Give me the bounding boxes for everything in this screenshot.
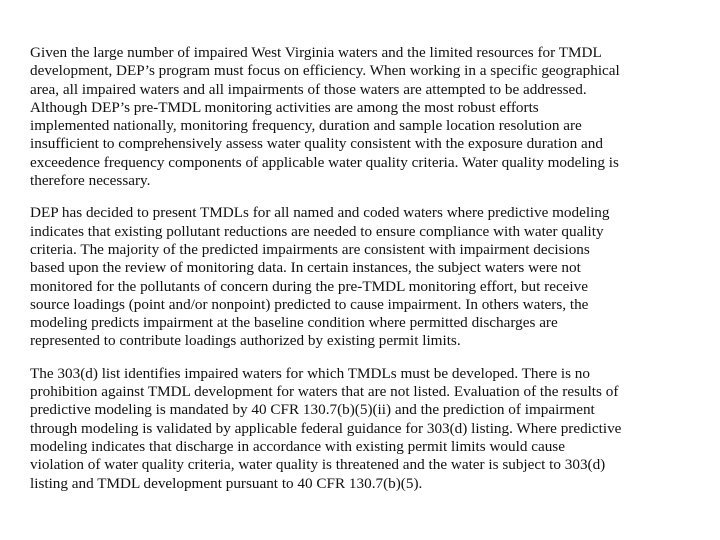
text-line: Although DEP’s pre-TMDL monitoring activities are among the most robust efforts	[30, 98, 539, 116]
paragraph-1	[30, 44, 690, 190]
text-line: based upon the review of monitoring data. In certain instances, the subject waters were not	[30, 259, 581, 277]
text-line: exceedence frequency components of applicable water quality criteria. Water quality modeling is	[30, 153, 619, 171]
text-line: indicates that existing pollutant reductions are needed to ensure compliance with water quality	[30, 222, 604, 240]
text-line: implemented nationally, monitoring frequency, duration and sample location resolution are	[30, 117, 582, 135]
text-line: source loadings (point and/or nonpoint) predicted to cause impairment. In others waters, the	[30, 295, 589, 313]
text-line: The 303(d) list identifies impaired waters for which TMDLs must be developed. There is no	[30, 364, 590, 382]
text-line: represented to contribute loadings authorized by existing permit limits.	[30, 332, 461, 350]
text-line: criteria. The majority of the predicted impairments are consistent with impairment decisions	[30, 240, 590, 258]
text-line: therefore necessary.	[30, 172, 151, 190]
text-line: violation of water quality criteria, water quality is threatened and the water is subject to 303(d)	[30, 456, 606, 474]
text-line: prohibition against TMDL development for waters that are not listed. Evaluation of the results of	[30, 383, 619, 401]
text-line: monitored for the pollutants of concern during the pre-TMDL monitoring effort, but receive	[30, 277, 588, 295]
text-line: predictive modeling is mandated by 40 CFR 130.7(b)(5)(ii) and the prediction of impairment	[30, 401, 595, 419]
text-line: insufficient to comprehensively assess water quality consistent with the exposure duration and	[30, 135, 603, 153]
document-body	[30, 44, 690, 507]
text-line: modeling indicates that discharge in accordance with existing permit limits would cause	[30, 437, 565, 455]
text-line: development, DEP’s program must focus on efficiency. When working in a specific geographical	[30, 62, 620, 80]
text-line: area, all impaired waters and all impairments of those waters are attempted to be addressed.	[30, 80, 587, 98]
text-line: Given the large number of impaired West Virginia waters and the limited resources for TMDL	[30, 44, 602, 61]
text-line: DEP has decided to present TMDLs for all named and coded waters where predictive modeling	[30, 204, 610, 222]
paragraph-2	[30, 204, 690, 350]
text-line: modeling predicts impairment at the baseline condition where permitted discharges are	[30, 314, 558, 332]
text-line: through modeling is validated by applicable federal guidance for 303(d) listing. Where predictive	[30, 419, 622, 437]
text-line: listing and TMDL development pursuant to 40 CFR 130.7(b)(5).	[30, 474, 423, 492]
paragraph-3	[30, 365, 690, 493]
